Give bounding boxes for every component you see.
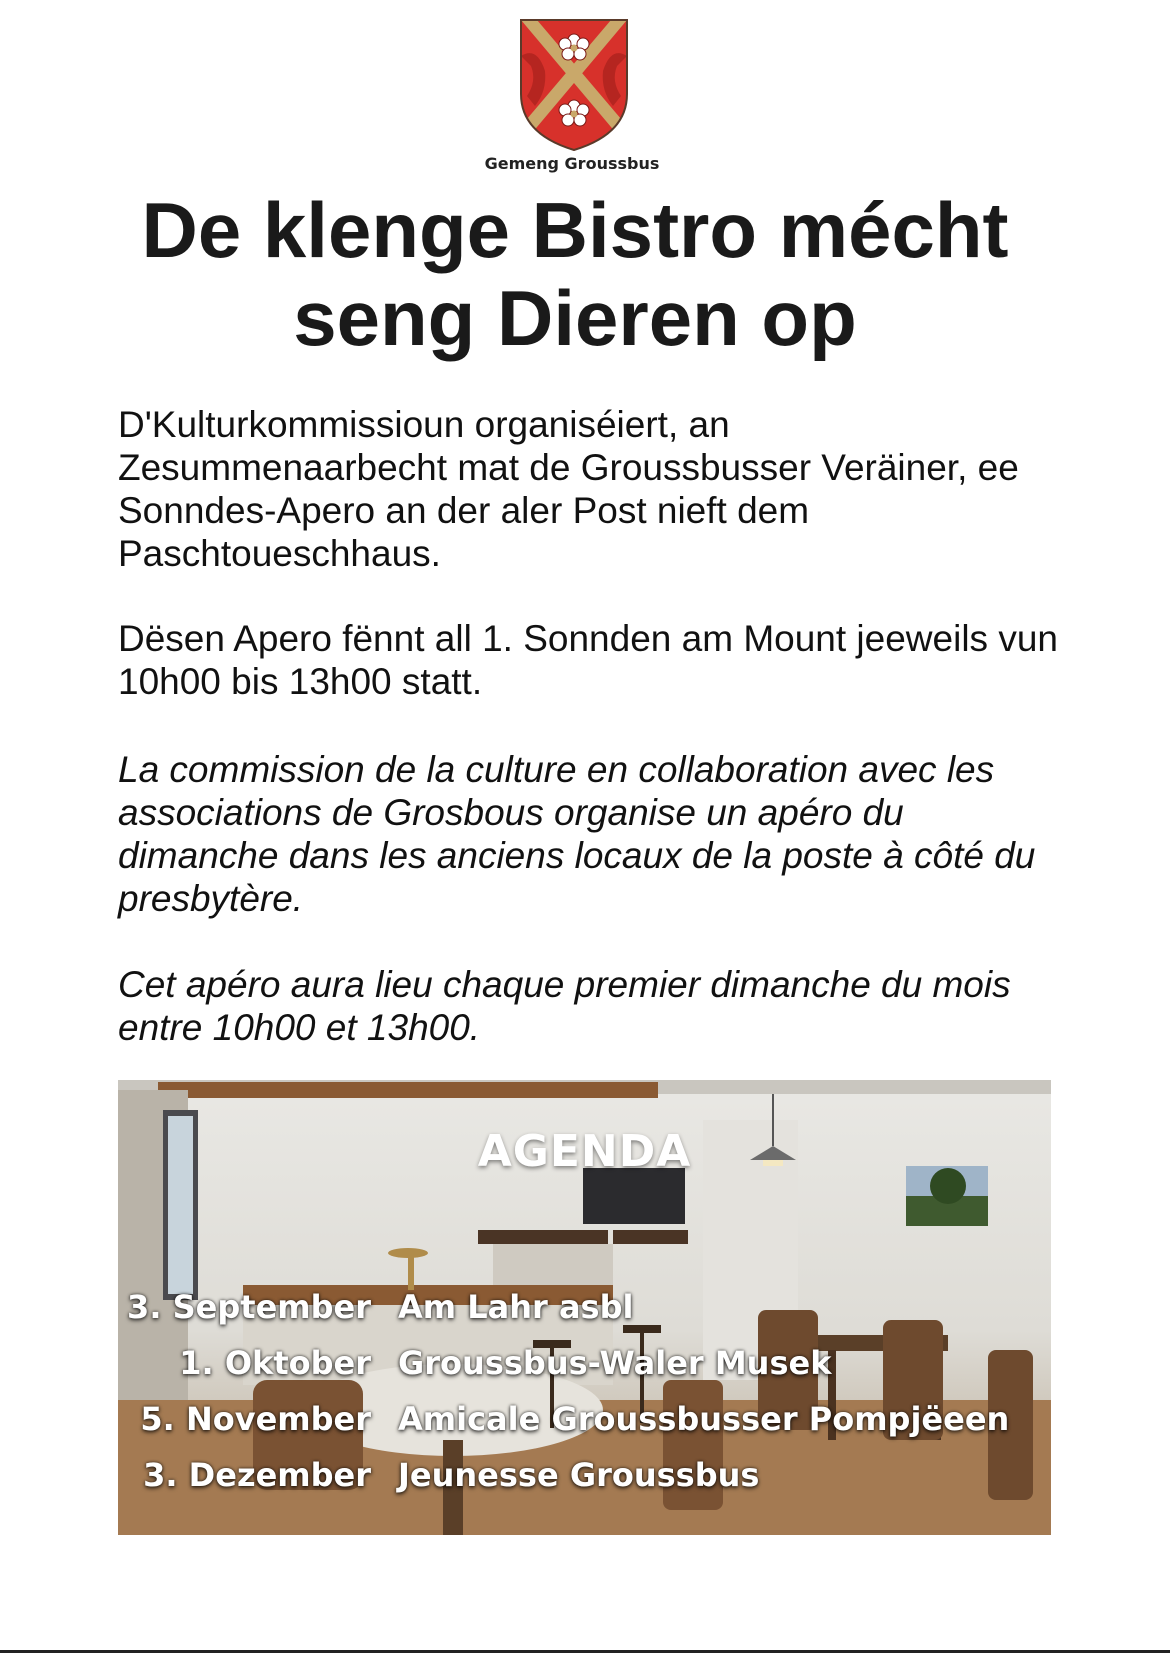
agenda-list — [118, 1287, 1051, 1511]
coat-of-arms-icon — [517, 16, 631, 152]
agenda-association: Am Lahr asbl — [398, 1288, 634, 1326]
paragraph-fr-intro: La commission de la culture en collaboration avec les associations de Grosbous organise un apéro du dimanche dans les anciens locaux de la poste à côté du presbytère. — [118, 749, 1036, 919]
municipality-name: Gemeng Groussbus — [484, 154, 660, 173]
agenda-item — [118, 1455, 1051, 1511]
agenda-item — [118, 1343, 1051, 1399]
paragraph-lb-intro: D'Kulturkommissioun organiséiert, an Zesummenaarbecht mat de Groussbusser Veräiner, ee Sonndes-Apero an der aler Post nieft dem Paschtoueschhaus. — [118, 404, 1019, 574]
agenda-association: Groussbus-Waler Musek — [398, 1344, 832, 1382]
agenda-item — [118, 1399, 1051, 1455]
agenda-date: 1. Oktober — [179, 1344, 371, 1382]
agenda-title: AGENDA — [477, 1126, 692, 1177]
agenda-item — [118, 1287, 1051, 1343]
paragraph-fr-schedule: Cet apéro aura lieu chaque premier dimanche du mois entre 10h00 et 13h00. — [118, 964, 1011, 1048]
agenda-date: 3. Dezember — [143, 1456, 371, 1494]
agenda-association: Amicale Groussbusser Pompjëeen — [398, 1400, 1010, 1438]
page-title: De klenge Bistro mécht seng Dieren op — [141, 186, 1009, 362]
paragraph-lb-schedule: Dësen Apero fënnt all 1. Sonnden am Mount jeeweils vun 10h00 bis 13h00 statt. — [118, 618, 1058, 702]
bistro-photo — [118, 1080, 1051, 1535]
agenda-association: Jeunesse Groussbus — [398, 1456, 760, 1494]
agenda-date: 3. September — [127, 1288, 371, 1326]
agenda-date: 5. November — [140, 1400, 371, 1438]
